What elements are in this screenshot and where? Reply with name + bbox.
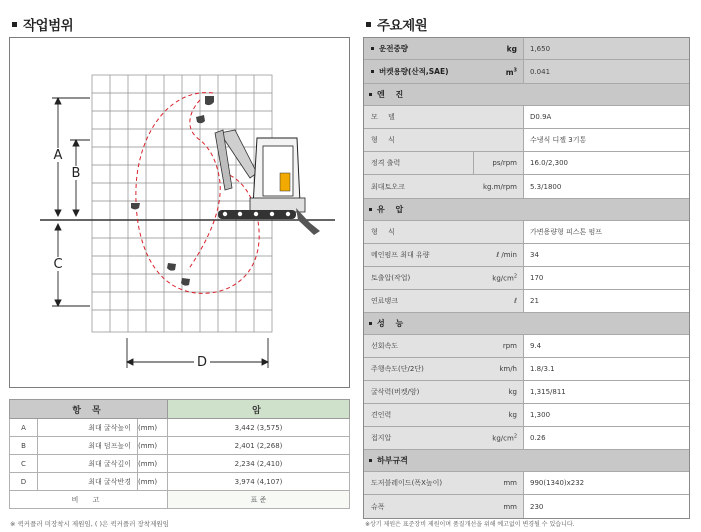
header-item: 항 목: [10, 400, 168, 419]
spec-row-dozer-blade: [364, 472, 689, 495]
spec-label: 모 델: [364, 106, 524, 128]
spec-value: 21: [524, 290, 689, 312]
spec-unit: km/h: [499, 365, 517, 373]
row-name: 최대 덤프높이: [38, 437, 138, 455]
row-unit: (mm): [138, 437, 168, 455]
spec-unit: ℓ /min: [496, 251, 517, 259]
dim-label-d: D: [196, 355, 208, 370]
spec-category-hydraulic: 유 압: [364, 199, 689, 221]
row-name: 최대 굴삭높이: [38, 419, 138, 437]
spec-unit: $kg/cm^2$: [492, 273, 517, 283]
spec-row-ground-pressure: [364, 427, 689, 450]
row-name: 최대 굴삭깊이: [38, 455, 138, 473]
spec-label: 견인력: [371, 411, 392, 419]
row-unit: (mm): [138, 419, 168, 437]
spec-row-fuel-tank: [364, 290, 689, 313]
spec-value: 230: [524, 495, 689, 518]
spec-label: 버켓용량(산적,SAE): [379, 67, 449, 76]
row-value: 2,401 (2,268): [168, 437, 350, 455]
spec-value: 170: [524, 267, 689, 289]
row-letter: D: [10, 473, 38, 491]
spec-unit: mm: [503, 502, 517, 511]
table-row: [10, 473, 350, 491]
spec-row-travel-speed: [364, 358, 689, 381]
spec-row-operating-weight: [364, 38, 689, 60]
note-label: 비 고: [10, 491, 168, 509]
header-model: 암: [168, 400, 350, 419]
specs-footnote: ※상기 제원은 표준장비 제원이며 품질개선을 위해 예고없이 변경될 수 있습니다.: [365, 521, 575, 528]
spec-label: 정격 출력: [364, 152, 474, 174]
spec-row-traction-force: [364, 404, 689, 427]
bucket-icons: [131, 96, 214, 286]
spec-unit: kg: [508, 411, 517, 419]
spec-table: [363, 37, 690, 519]
spec-unit: kg: [506, 44, 517, 53]
row-letter: B: [10, 437, 38, 455]
row-value: 3,974 (4,107): [168, 473, 350, 491]
spec-unit: ℓ: [514, 297, 517, 305]
row-value: 2,234 (2,410): [168, 455, 350, 473]
row-letter: C: [10, 455, 38, 473]
work-range-footnote: ※ 퀵커플러 미장착시 제원임, ( )은 퀵커플러 장착제원임: [10, 520, 169, 528]
spec-label: 토출압(작업): [371, 274, 411, 282]
spec-row-hydraulic-type: [364, 221, 689, 244]
row-letter: A: [10, 419, 38, 437]
spec-value: 1,650: [524, 38, 689, 59]
spec-value: 0.041: [524, 60, 689, 83]
spec-label: 접지압: [371, 434, 392, 442]
spec-label: 선회속도: [371, 342, 399, 350]
spec-value: 34: [524, 244, 689, 266]
spec-value: 990(1340)x232: [524, 472, 689, 494]
spec-unit: kg.m/rpm: [482, 182, 517, 191]
spec-value: 5.3/1800: [524, 175, 689, 198]
spec-row-max-torque: [364, 175, 689, 199]
spec-row-bucket-capacity: [364, 60, 689, 84]
square-bullet-icon: [366, 22, 371, 27]
spec-row-main-pump-flow: [364, 244, 689, 267]
spec-value: 16.0/2,300: [524, 152, 689, 174]
spec-row-digging-force: [364, 381, 689, 404]
spec-row-rated-output: [364, 152, 689, 175]
work-range-diagram: [9, 37, 350, 388]
spec-category-engine: 엔 진: [364, 84, 689, 106]
spec-label: 운전중량: [379, 44, 408, 53]
spec-label: 슈폭: [371, 502, 385, 511]
reach-envelope-inner: [188, 100, 220, 270]
spec-label: 메인펌프 최대 유량: [371, 251, 430, 259]
spec-unit: rpm: [502, 342, 517, 350]
spec-label: 주행속도(단/2단): [371, 365, 424, 373]
excavator-range-drawing: [10, 38, 349, 387]
spec-value: D0.9A: [524, 106, 689, 128]
spec-unit: mm: [503, 479, 517, 487]
spec-label: 형 식: [364, 129, 524, 151]
spec-value: 수냉식 디젤 3기통: [524, 129, 689, 151]
spec-unit: $kg/cm^2$: [492, 433, 517, 443]
spec-row-swing-speed: [364, 335, 689, 358]
work-range-title: 작업범위: [12, 14, 73, 34]
reach-envelope: [136, 93, 259, 294]
spec-value: 1,300: [524, 404, 689, 426]
spec-value: 1,315/811: [524, 381, 689, 403]
row-name: 최대 굴삭반경: [38, 473, 138, 491]
spec-row-relief-pressure: [364, 267, 689, 290]
table-row: [10, 455, 350, 473]
row-value: 3,442 (3,575): [168, 419, 350, 437]
spec-label: 굴삭력(버켓/암): [371, 388, 420, 396]
spec-value: 9.4: [524, 335, 689, 357]
spec-unit: kg: [508, 388, 517, 396]
grid: [92, 75, 272, 332]
spec-unit: $m^3$: [505, 66, 517, 77]
table-row-note: [10, 491, 350, 509]
note-value: 표 준: [168, 491, 350, 509]
spec-value: 가변용량형 피스톤 펌프: [524, 221, 689, 243]
spec-value: 0.26: [524, 427, 689, 449]
work-range-table: [9, 399, 350, 509]
row-unit: (mm): [138, 473, 168, 491]
spec-label: 최대토오크: [371, 182, 405, 191]
spec-label: 형 식: [364, 221, 524, 243]
table-row: [10, 419, 350, 437]
row-unit: (mm): [138, 455, 168, 473]
spec-unit: ps/rpm: [474, 152, 524, 174]
square-bullet-icon: [12, 22, 17, 27]
dim-label-a: A: [53, 148, 63, 163]
spec-category-performance: 성 능: [364, 313, 689, 335]
dim-label-b: B: [71, 166, 81, 181]
spec-category-undercarriage: 하부규격: [364, 450, 689, 472]
spec-row-track-width: [364, 495, 689, 518]
specs-title: 주요제원: [366, 14, 427, 34]
spec-row-engine-type: [364, 129, 689, 152]
table-row: [10, 437, 350, 455]
spec-row-engine-model: [364, 106, 689, 129]
spec-value: 1.8/3.1: [524, 358, 689, 380]
dim-label-c: C: [53, 257, 63, 272]
spec-label: 연료탱크: [371, 297, 399, 305]
spec-label: 도저블레이드(폭X높이): [371, 479, 443, 487]
